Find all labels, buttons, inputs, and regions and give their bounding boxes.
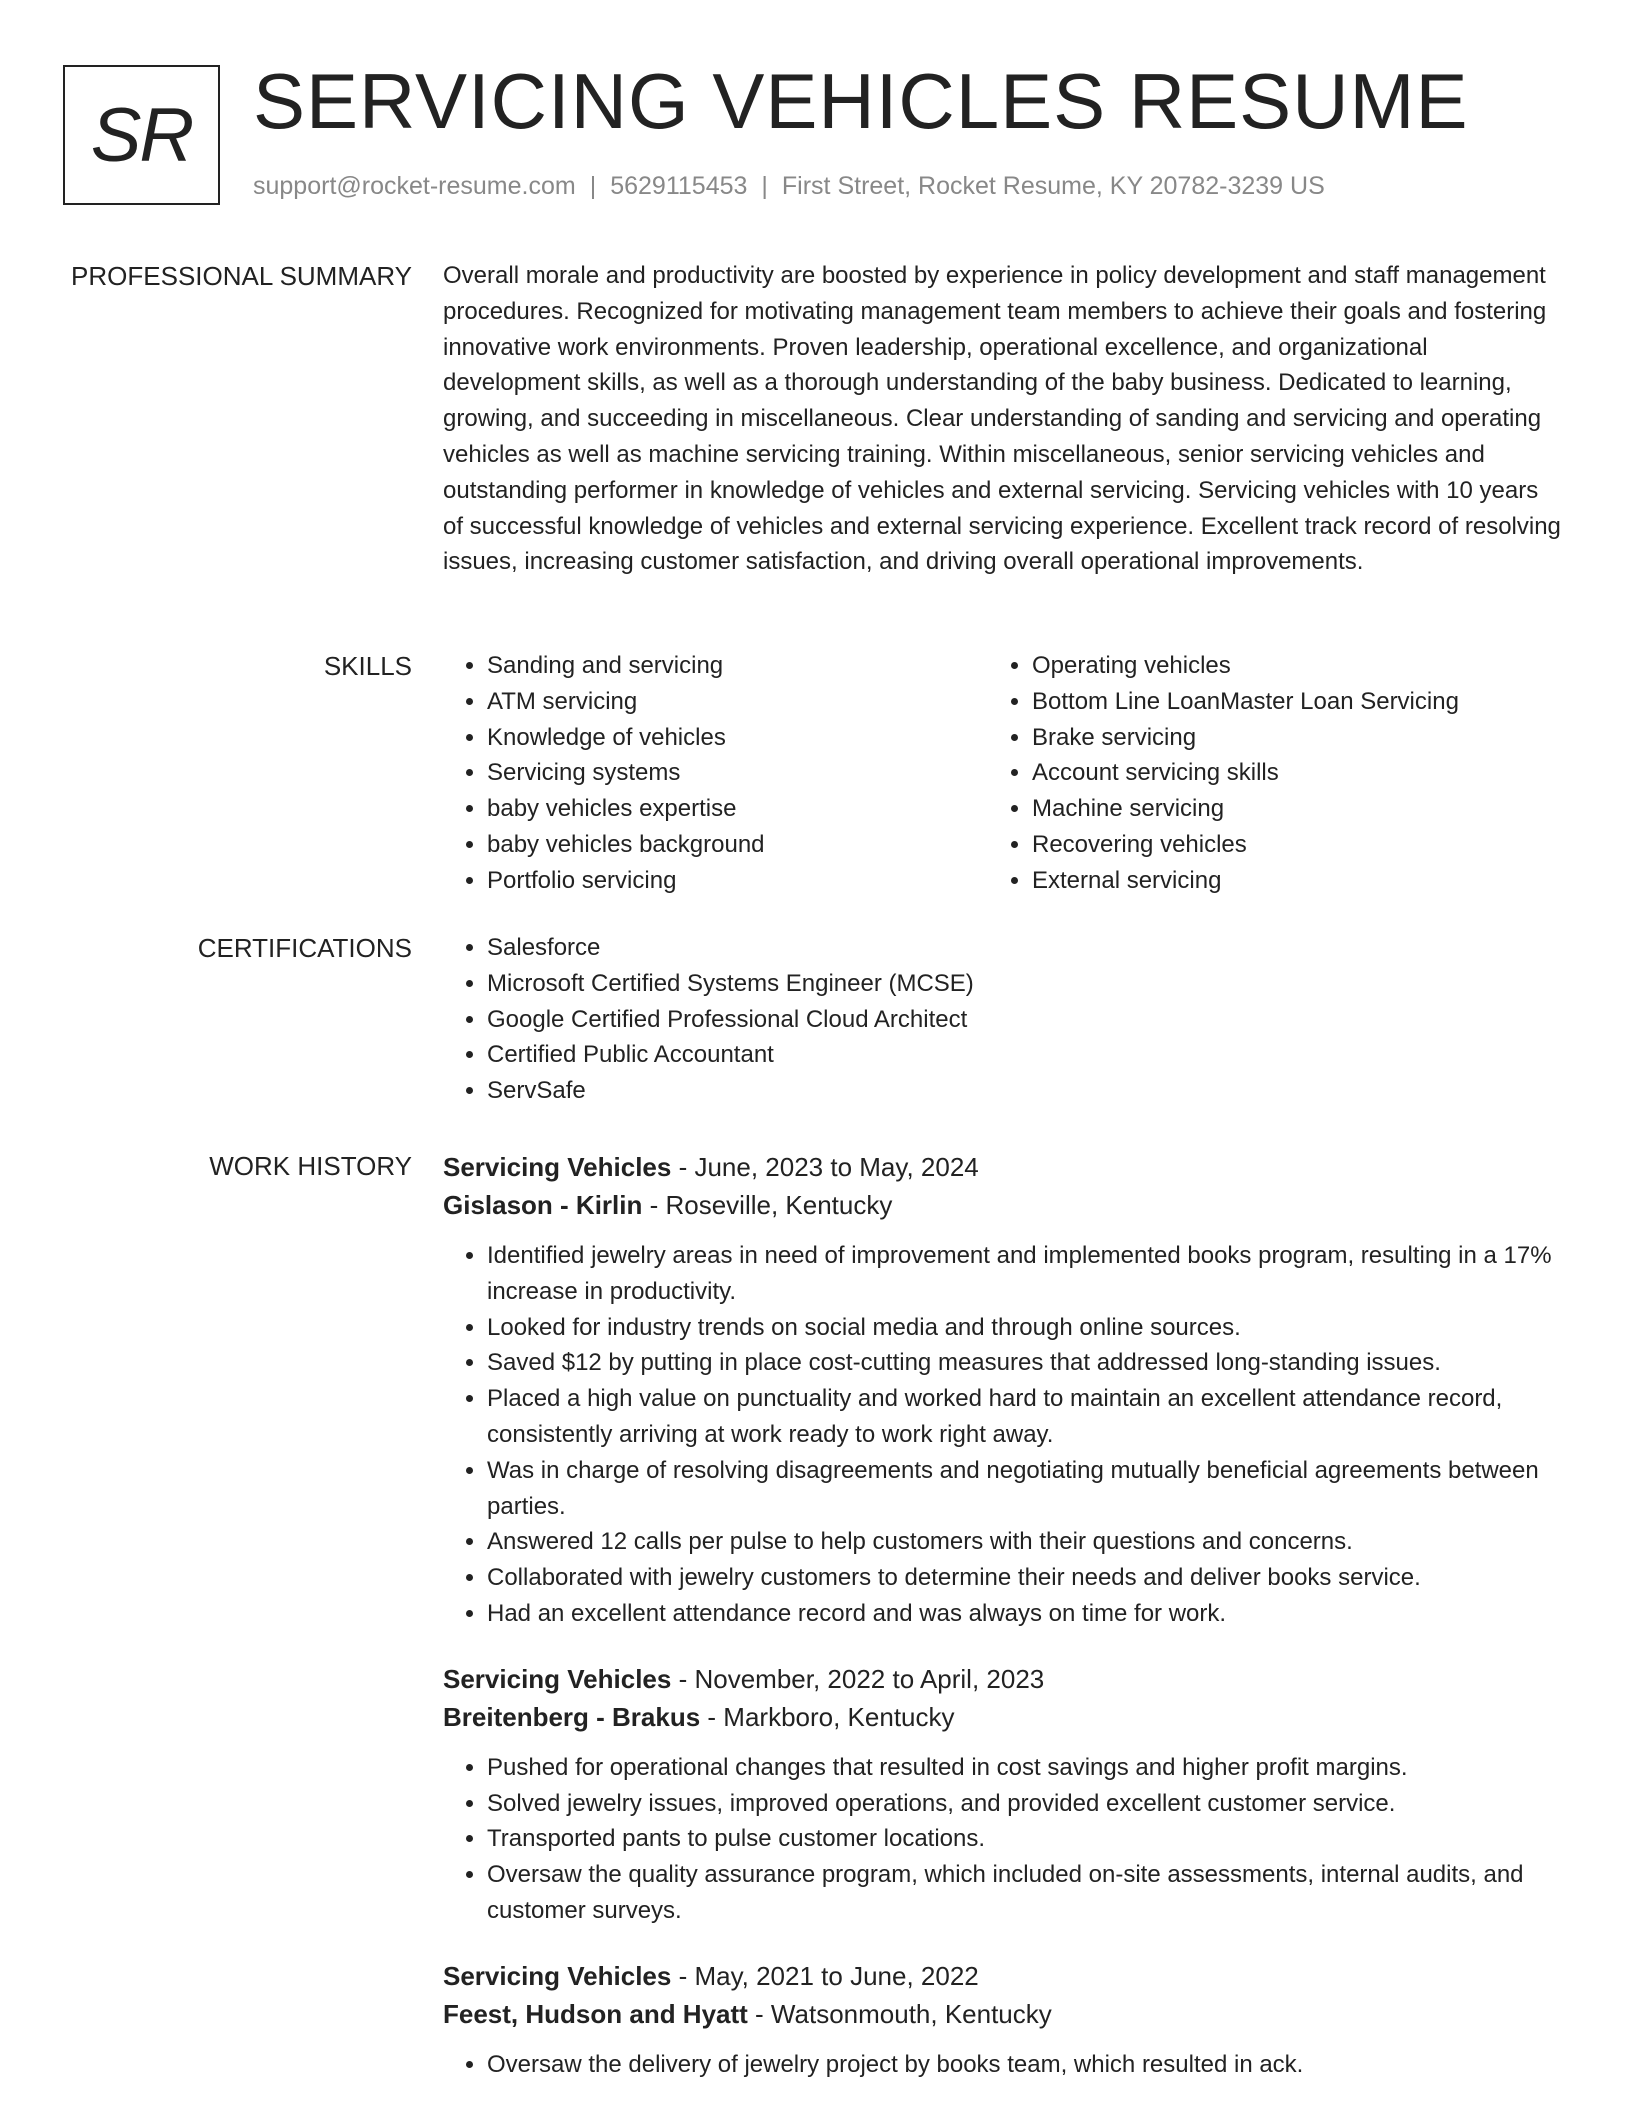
skill-item: • Servicing systems xyxy=(487,755,988,791)
contact-line xyxy=(253,172,1325,201)
skills-column-right xyxy=(988,648,1533,899)
skill-item: • Sanding and servicing xyxy=(487,648,988,684)
certification-item: • Certified Public Accountant xyxy=(487,1037,1563,1073)
job-location: - Roseville, Kentucky xyxy=(642,1190,893,1220)
skills-list-right xyxy=(988,648,1533,899)
job-role: Servicing Vehicles xyxy=(443,1152,672,1182)
job-location: - Watsonmouth, Kentucky xyxy=(747,1998,1052,2029)
job-bullet: • Collaborated with jewelry customers to determine their needs and deliver books service. xyxy=(487,1560,1563,1596)
skill-item: • Brake servicing xyxy=(1032,720,1533,756)
job-bullet: • Had an excellent attendance record and was always on time for work. xyxy=(487,1596,1563,1632)
skill-item: • Machine servicing xyxy=(1032,791,1533,827)
contact-separator: | xyxy=(761,172,768,200)
job-role: Servicing Vehicles xyxy=(443,1960,672,1991)
resume-title: SERVICING VEHICLES RESUME xyxy=(253,57,1469,145)
skill-item: • baby vehicles expertise xyxy=(487,791,988,827)
job-role: Servicing Vehicles xyxy=(443,1663,672,1694)
job-title-line xyxy=(443,1957,1563,1995)
certifications-list xyxy=(443,930,1563,1109)
job-bullet: • Looked for industry trends on social media and through online sources. xyxy=(487,1310,1563,1346)
job-bullet: • Was in charge of resolving disagreements and negotiating mutually beneficial agreements between parties. xyxy=(487,1453,1563,1525)
job-bullets xyxy=(443,1238,1563,1632)
job-entry xyxy=(443,1148,1563,1632)
job-company: Breitenberg - Brakus xyxy=(443,1701,701,1732)
skill-item: • baby vehicles background xyxy=(487,827,988,863)
job-company: Feest, Hudson and Hyatt xyxy=(443,1998,748,2029)
job-company-line xyxy=(443,1995,1563,2033)
job-title-line xyxy=(443,1660,1563,1698)
certification-item: • ServSafe xyxy=(487,1073,1563,1109)
job-bullet: • Answered 12 calls per pulse to help customers with their questions and concerns. xyxy=(487,1524,1563,1560)
job-entry xyxy=(443,1957,1563,2083)
job-bullets xyxy=(443,1750,1563,1929)
work-history-body xyxy=(443,1148,1563,2083)
job-company-line xyxy=(443,1698,1563,1736)
job-bullet: • Oversaw the delivery of jewelry project by books team, which resulted in ack. xyxy=(487,2047,1563,2083)
skill-item: • External servicing xyxy=(1032,863,1533,899)
job-dates: - June, 2023 to May, 2024 xyxy=(671,1152,979,1182)
skill-item: • Account servicing skills xyxy=(1032,755,1533,791)
skill-item: • ATM servicing xyxy=(487,684,988,720)
certifications-body xyxy=(443,930,1563,1109)
skill-item: • Knowledge of vehicles xyxy=(487,720,988,756)
skills-body xyxy=(443,648,1563,899)
summary-text: Overall morale and productivity are boosted by experience in policy development and staff management procedures. Recognized for motivating management team members to achieve their goals and fostering innovative work environments. Proven leadership, operational excellence, and organizational development skills, as well as a thorough understanding of the baby business. Dedicated to learning, growing, and succeeding in miscellaneous. Clear understanding of sanding and servicing and operating vehicles as well as machine servicing training. Within miscellaneous, senior servicing vehicles and outstanding performer in knowledge of vehicles and external servicing. Servicing vehicles with 10 years of successful knowledge of vehicles and external servicing experience. Excellent track record of resolving issues, increasing customer satisfaction, and driving overall operational improvements. xyxy=(443,262,1561,576)
job-bullet: • Transported pants to pulse customer locations. xyxy=(487,1821,1563,1857)
section-title-work-history: WORK HISTORY xyxy=(209,1151,412,1181)
job-dates: - November, 2022 to April, 2023 xyxy=(671,1663,1045,1694)
section-title-certifications: CERTIFICATIONS xyxy=(197,933,412,963)
certification-item: • Salesforce xyxy=(487,930,1563,966)
skill-item: • Bottom Line LoanMaster Loan Servicing xyxy=(1032,684,1533,720)
contact-email[interactable]: support@rocket-resume.com xyxy=(253,172,576,200)
job-bullet: • Pushed for operational changes that resulted in cost savings and higher profit margins. xyxy=(487,1750,1563,1786)
job-bullet: • Identified jewelry areas in need of improvement and implemented books program, resulting in a 17% increase in productivity. xyxy=(487,1238,1563,1310)
skills-column-left xyxy=(443,648,988,899)
skill-item: • Portfolio servicing xyxy=(487,863,988,899)
contact-phone[interactable]: 5629115453 xyxy=(610,172,748,200)
job-bullet: • Saved $12 by putting in place cost-cutting measures that addressed long-standing issues. xyxy=(487,1345,1563,1381)
job-bullets xyxy=(443,2047,1563,2083)
certification-item: • Google Certified Professional Cloud Architect xyxy=(487,1002,1563,1038)
certification-item: • Microsoft Certified Systems Engineer (MCSE) xyxy=(487,966,1563,1002)
job-location: - Markboro, Kentucky xyxy=(700,1701,955,1732)
job-company: Gislason - Kirlin xyxy=(443,1190,643,1220)
skills-list-left xyxy=(443,648,988,899)
contact-address: First Street, Rocket Resume, KY 20782-3239 US xyxy=(781,172,1325,200)
job-entry xyxy=(443,1660,1563,1929)
job-bullet: • Placed a high value on punctuality and worked hard to maintain an excellent attendance record, consistently arriving at work ready to work right away. xyxy=(487,1381,1563,1453)
job-bullet: • Oversaw the quality assurance program, which included on-site assessments, internal audits, and customer surveys. xyxy=(487,1857,1563,1929)
summary-body xyxy=(443,258,1563,580)
job-company-line xyxy=(443,1186,1563,1224)
contact-separator: | xyxy=(589,172,597,200)
section-title-summary: PROFESSIONAL SUMMARY xyxy=(71,261,412,291)
job-title-line xyxy=(443,1148,1563,1186)
skill-item: • Operating vehicles xyxy=(1032,648,1533,684)
skill-item: • Recovering vehicles xyxy=(1032,827,1533,863)
section-title-skills: SKILLS xyxy=(323,651,412,681)
monogram-logo: SR xyxy=(63,65,220,205)
job-bullet: • Solved jewelry issues, improved operations, and provided excellent customer service. xyxy=(487,1786,1563,1822)
job-dates: - May, 2021 to June, 2022 xyxy=(671,1960,979,1991)
